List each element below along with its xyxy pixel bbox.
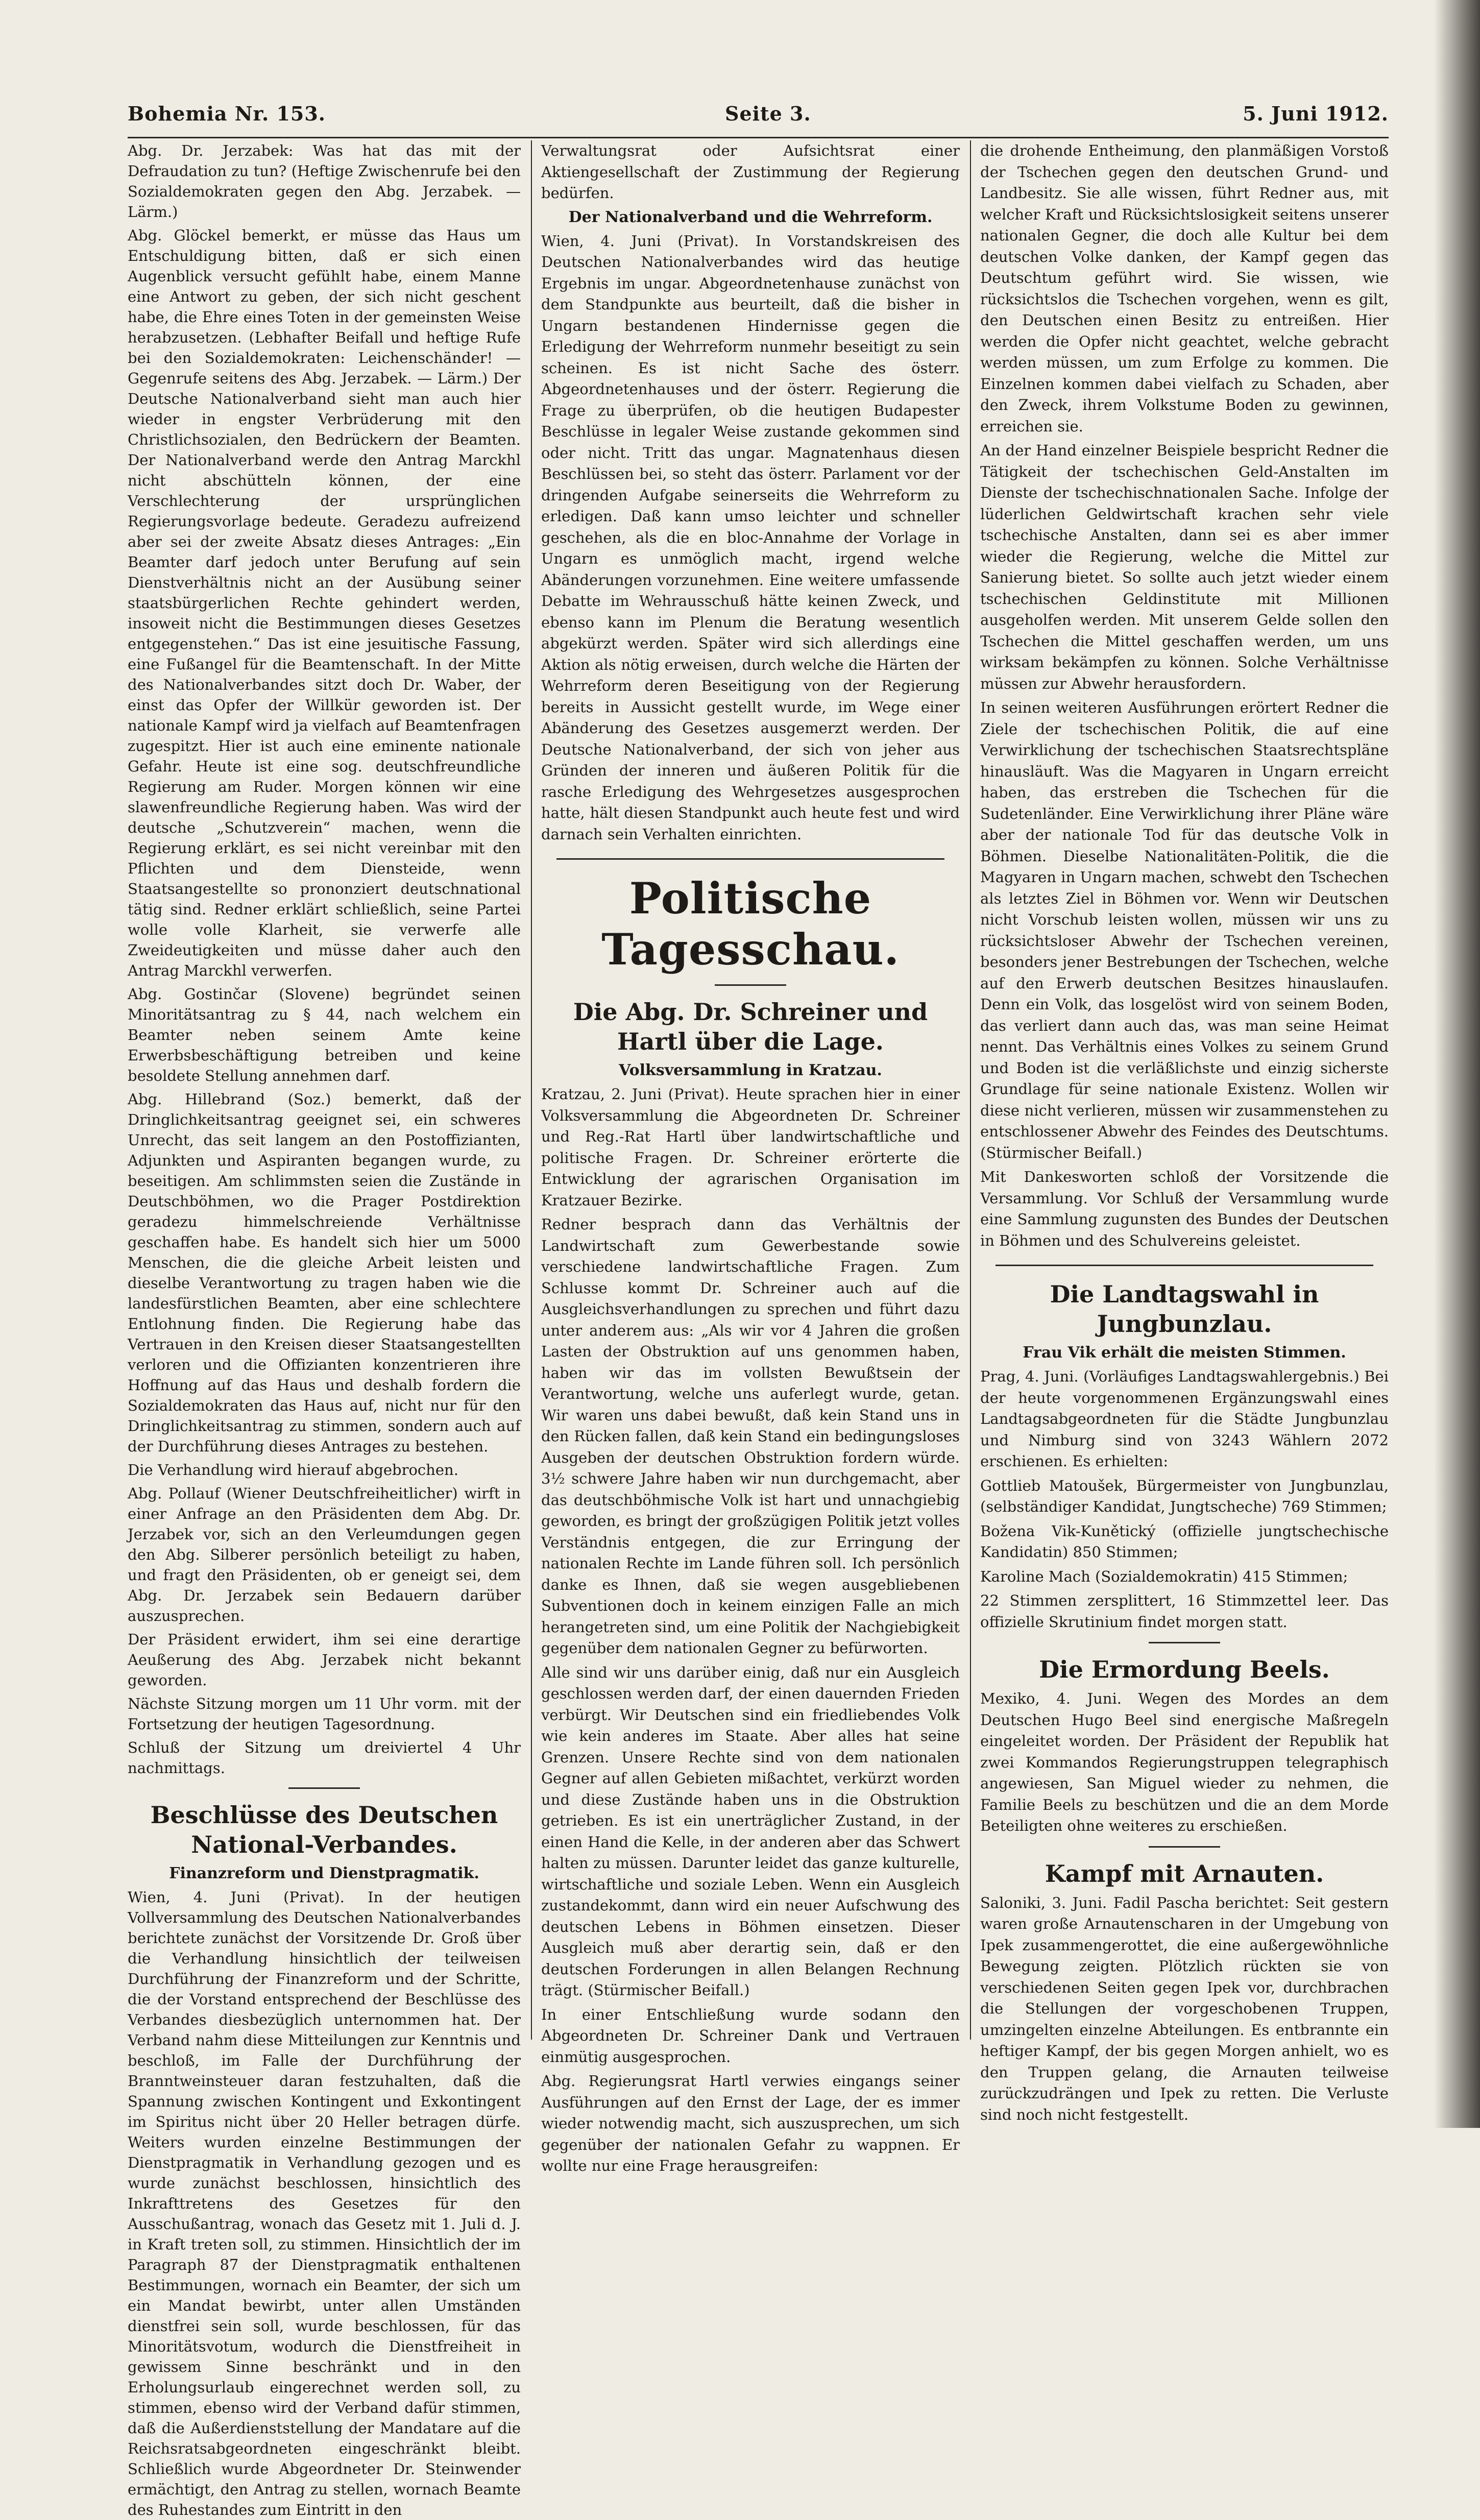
article-paragraph: Die Verhandlung wird hierauf abgebrochen. — [128, 1461, 458, 1479]
article-paragraph: Gottlieb Matoušek, Bürgermeister von Jungbunzlau, (selbständiger Kandidat, Jungtscheche) 769 Stimmen; — [980, 1476, 1389, 1515]
article-paragraph: Abg. Glöckel bemerkt, er müsse das Haus um Entschuldigung bitten, daß er sich einen Augenblick versucht gefühlt habe, einem Manne eine Antwort zu geben, der sich nicht geschent habe, die Ehre eines Toten in der gemeinsten Weise herabzusetzen. (Lebhafter Beifall und heftige Rufe bei den Sozialdemokraten: Leichenschänder! — Gegenrufe seitens des Abg. Jerzabek. — Lärm.) Der Deutsche Nationalverband sieht man auch hier wieder in engster Verbrüderung mit den Christlichsozialen, den Bedrückern der Beamten. Der Nationalverband werde den Antrag Marckhl nicht abschütteln können, der eine Verschlechterung der ursprünglichen Regierungsvorlage bedeute. Geradezu aufreizend aber sei der zweite Absatz dieses Antrages: „Ein Beamter darf jedoch unter Berufung auf sein Dienstverhältnis nicht an der Ausübung seiner staatsbürgerlichen Rechte gehindert werden, insoweit nicht die Bestimmungen dieses Gesetzes entgegenstehen.“ Das ist eine jesuitische Fassung, eine Fußangel für die Beamtenschaft. In der Mitte des Nationalverbandes sitzt doch Dr. Waber, der einst das Opfer der Willkür geworden ist. Der nationale Kampf wird ja vielfach auf Beamtenfragen zugespitzt. Hier ist auch eine eminente nationale Gefahr. Heute ist eine sog. deutschfreundliche Regierung am Ruder. Morgen können wir eine slawenfreundliche Regierung haben. Was wird der deutsche „Schutzverein“ machen, wenn die Regierung erklärt, es sei nicht vereinbar mit den Pflichten und dem Diensteide, wenn Staatsangestellte so prononziert deutschnational tätig sind. Redner erklärt schließlich, seine Partei wolle volle Klarheit, sie verwerfe alle Zweideutigkeiten und müsse daher auch den Antrag Marckhl verwerfen. — [128, 227, 521, 979]
separator — [715, 984, 786, 986]
article-paragraph: Saloniki, 3. Juni. Fadil Pascha berichtet: Seit gestern waren große Arnautenscharen in der Umgebung von Ipek zusammengerottet, die eine außergewöhnliche Bewegung zeigten. Plötzlich rückten sie von verschiedenen Seiten gegen Ipek vor, durchbrachen die Stellungen der vorgeschobenen Truppen, umzingelten einzelne Abteilungen. Es entbrannte ein heftiger Kampf, der bis gegen Morgen anhielt, wo es den Truppen gelang, die Arnauten teilweise zurückzudrängen und Ipek zu retten. Die Verluste sind noch nicht festgestellt. — [980, 1894, 1389, 2123]
article-paragraph: In einer Entschließung wurde sodann den Abgeordneten Dr. Schreiner Dank und Vertrauen einmütig ausgesprochen. — [541, 2005, 960, 2066]
header-page-number: Seite 3. — [725, 102, 811, 125]
column-2 — [541, 140, 960, 2174]
article-paragraph: Alle sind wir uns darüber einig, daß nur ein Ausgleich geschlossen werden darf, der einen dauernden Frieden verbürgt. Wir Deutschen sind ein friedliebendes Volk wie kein anderes im Staate. Aber alles hat seine Grenzen. Unsere Rechte sind von dem nationalen Gegner auf allen Gebieten mißachtet, verkürzt worden und diese Zustände haben uns in die Obstruktion getrieben. Es ist ein unerträglicher Zustand, in der einen Hand die Kelle, in der anderen aber das Schwert halten zu müssen. Darunter leidet das ganze kulturelle, wirtschaftliche und soziale Leben. Wenn ein Ausgleich zustandekommt, dann wird ein neuer Aufschwung des deutschen Lebens in Böhmen einsetzen. Dieser Ausgleich muß aber derartig sein, daß er den deutschen Forderungen in allen Belangen Rechnung trägt. (Stürmischer Beifall.) — [541, 1663, 960, 1999]
article-paragraph: Wien, 4. Juni (Privat). In der heutigen Vollversammlung des Deutschen Nationalverbandes berichtete zunächst der Vorsitzende Dr. Groß über die Verhandlung hinsichtlich der teilweisen Durchführung der Finanzreform und der Schritte, die der Vorstand entsprechend der Beschlüsse des Verbandes diesbezüglich unternommen hat. Der Verband nahm diese Mitteilungen zur Kenntnis und beschloß, im Falle der Durchführung der Branntweinsteuer daran festzuhalten, daß die Spannung zwischen Kontingent und Exkontingent im Spiritus nicht über 20 Heller betragen dürfe. Weiters wurden einzelne Bestimmungen der Dienstpragmatik in Verhandlung gezogen und es wurde zunächst beschlossen, hinsichtlich des Inkrafttretens des Gesetzes für den Ausschußantrag, wonach das Gesetz mit 1. Juli d. J. in Kraft treten soll, zu stimmen. Hinsichtlich der im Paragraph 87 der Dienstpragmatik enthaltenen Bestimmungen, wornach ein Beamter, der sich um ein Mandat bewirbt, unter allen Umständen dienstfrei sein soll, wurde beschlossen, für das Minoritätsvotum, wodurch die Dienstfreiheit in gewissem Sinne beschränkt und in den Erholungsurlaub eingerechnet werden soll, zu stimmen, ebenso wird der Verband dafür stimmen, daß die Außerdienststellung der Mandatare auf die Reichsratsabgeordneten eingeschränkt bleibt. Schließlich wurde Abgeordneter Dr. Steinwender ermächtigt, den Antrag zu stellen, wornach Beamte des Ruhestandes zum Eintritt in den — [128, 1888, 521, 2518]
header-rule — [128, 137, 1389, 138]
header-issue: Bohemia Nr. 153. — [128, 102, 326, 125]
article-subhead: Volksversammlung in Kratzau. — [619, 1061, 882, 1079]
article-subhead: Der Nationalverband und die Wehrreform. — [568, 208, 933, 226]
section-headline: Politische Tagesschau. — [601, 873, 900, 975]
article-paragraph: Kratzau, 2. Juni (Privat). Heute sprachen hier in einer Volksversammlung die Abgeordneten Dr. Schreiner und Reg.-Rat Hartl über landwirtschaftliche und politische Fragen. Dr. Schreiner erörterte die Entwicklung der agrarischen Organisation im Kratzauer Bezirke. — [541, 1085, 960, 1209]
article-paragraph: Schluß der Sitzung um dreiviertel 4 Uhr nachmittags. — [128, 1739, 521, 1777]
article-paragraph: Božena Vik-Kunětický (offizielle jungtschechische Kandidatin) 850 Stimmen; — [980, 1522, 1389, 1561]
page-header — [128, 102, 1389, 133]
article-paragraph: Verwaltungsrat oder Aufsichtsrat einer Aktiengesellschaft der Zustimmung der Regierung bedürfen. — [541, 142, 960, 202]
column-divider — [970, 140, 971, 2040]
article-headline: Kampf mit Arnauten. — [1045, 1859, 1324, 1887]
separator — [1149, 1846, 1220, 1848]
article-paragraph: Redner besprach dann das Verhältnis der Landwirtschaft zum Gewerbestande sowie verschiedene landwirtschaftliche Fragen. Zum Schlusse kommt Dr. Schreiner auch auf die Ausgleichsverhandlungen zu sprechen und führt dazu unter anderem aus: „Als wir vor 4 Jahren die großen Lasten der Obstruktion auf uns genommen haben, haben wir das im vollsten Bewußtsein der Verantwortung, welche uns auferlegt wurde, getan. Wir waren uns dabei bewußt, daß kein Stand uns in den Rücken fallen, daß kein Stand ein bedingungsloses Ausgeben der deutschen Obstruktion fordern würde. 3½ schwere Jahre haben wir nun durchgemacht, aber das deutschböhmische Volk ist hart und unnachgiebig geworden, es bringt der großzügigen Politik jetzt volles Verständnis entgegen, die zur Erringung der nationalen Rechte im Lande führen soll. Ich persönlich danke es Ihnen, daß sie wegen ausgebliebenen Subventionen doch in keinem einzigen Falle an mich herangetreten sind, um eine Politik der Nachgiebigkeit gegenüber dem nationalen Gegner zu befürworten. — [541, 1216, 960, 1657]
article-paragraph: Wien, 4. Juni (Privat). In Vorstandskreisen des Deutschen Nationalverbandes wird das heutige Ergebnis im ungar. Abgeordnetenhause zunächst von dem Standpunkte aus beurteilt, daß die bisher in Ungarn bestandenen Hindernisse gegen die Erledigung der Wehrreform nunmehr beseitigt zu sein scheinen. Es ist nicht Sache des österr. Abgeordnetenhauses und der österr. Regierung die Frage zu überprüfen, ob die heutigen Budapester Beschlüsse in legaler Weise zustande gekommen sind oder nicht. Tritt das ungar. Magnatenhaus diesen Beschlüssen bei, so steht das österr. Parlament vor der dringenden Aufgabe seinerseits die Wehrreform zu erledigen. Daß kann umso leichter und schneller geschehen, als die en bloc-Annahme der Vorlage in Ungarn es unmöglich macht, irgend welche Abänderungen vorzunehmen. Eine weitere umfassende Debatte im Wehrausschuß hätte keinen Zweck, und ebenso kann im Plenum die Beratung wesentlich abgekürzt werden. Später wird sich allerdings eine Aktion als nötig erweisen, durch welche die Härten der Wehrreform deren Beseitigung von der Regierung bereits in Aussicht gestellt wurde, im Wege einer Abänderung des Gesetzes ausgemerzt werden. Der Deutsche Nationalverband, der sich von jeher aus Gründen der inneren und äußeren Politik für die rasche Erledigung des Wehrgesetzes ausgesprochen hatte, hält diesen Standpunkt auch heute fest und wird darnach sein Verhalten einrichten. — [541, 232, 960, 843]
article-paragraph: In seinen weiteren Ausführungen erörtert Redner die Ziele der tschechischen Politik, die auf eine Verwirklichung der tschechischen Staatsrechtspläne hinausläuft. Was die Magyaren in Ungarn erreicht haben, das erstreben die Tschechen für die Sudetenländer. Eine Verwirklichung ihrer Pläne wäre aber der nationale Tod für das deutsche Volk in Böhmen. Dieselbe Nationalitäten-Politik, die die Magyaren in Ungarn machen, schwebt den Tschechen als letztes Ziel in Böhmen vor. Wenn wir Deutschen nicht Vorschub leisten wollen, müssen wir uns zu rücksichtsloser Abwehr der Tschechen vereinen, besonders jener Bestrebungen der Tschechen, welche auf den Erwerb deutschen Besitzes hinauslaufen. Denn ein Volk, das losgelöst wird von seinem Boden, das verliert dann auch das, was man seine Heimat nennt. Das Verhältnis eines Volkes zu seinem Grund und Boden ist die verläßlichste und einzig sicherste Grundlage für seine nationale Existenz. Wollen wir diese nicht verlieren, müssen wir zusammenstehen zu entschlossener Abwehr des Feindes des Deutschtums. (Stürmischer Beifall.) — [980, 699, 1389, 1161]
header-date: 5. Juni 1912. — [1243, 102, 1389, 125]
article-paragraph: Nächste Sitzung morgen um 11 Uhr vorm. mit der Fortsetzung der heutigen Tagesordnung. — [128, 1695, 521, 1733]
article-headline: Die Ermordung Beels. — [1039, 1656, 1330, 1683]
article-paragraph: Der Präsident erwidert, ihm sei eine derartige Aeußerung des Abg. Jerzabek nicht bekannt geworden. — [128, 1631, 521, 1689]
article-paragraph: Mit Dankesworten schloß der Vorsitzende die Versammlung. Vor Schluß der Versammlung wurde eine Sammlung zugunsten des Bundes der Deutschen in Böhmen und des Schulvereins geleistet. — [980, 1168, 1389, 1249]
article-subhead: Finanzreform und Dienstpragmatik. — [169, 1864, 479, 1882]
article-paragraph: Abg. Hillebrand (Soz.) bemerkt, daß der Dringlichkeitsantrag geeignet sei, ein schweres Unrecht, das seit langem an den Postoffizianten, Adjunkten und Aspiranten begangen wurde, zu beseitigen. Am schlimmsten seien die Zustände in Deutschböhmen, wo die Prager Postdirektion geradezu himmelschreiende Verhältnisse geschaffen habe. Es handelt sich hier um 5000 Menschen, die die gleiche Arbeit leisten und dieselbe Verantwortung zu tragen haben wie die landesfürstlichen Beamten, aber eine schlechtere Entlohnung finden. Die Regierung habe das Vertrauen in den Kreisen dieser Staatsangestellten verloren und die Offizianten konzentrieren ihre Hoffnung auf das Haus und deshalb fordern die Sozialdemokraten das Haus auf, nicht nur für den Dringlichkeitsantrag zu stimmen, sondern auch auf der Durchführung dieses Antrages zu bestehen. — [128, 1091, 521, 1455]
separator — [996, 1265, 1373, 1266]
article-paragraph: 22 Stimmen zersplittert, 16 Stimmzettel leer. Das offizielle Skrutinium findet morgen statt. — [980, 1592, 1389, 1631]
article-headline: Die Landtagswahl in Jungbunzlau. — [1050, 1280, 1319, 1338]
article-paragraph: die drohende Entheimung, den planmäßigen Vorstoß der Tschechen gegen den deutschen Grund- und Landbesitz. Sie alle wissen, führt Redner aus, mit welcher Kraft und Rücksichtslosigkeit seitens unserer nationalen Gegner, die doch alle Kultur bei dem deutschen Volke danken, der Kampf gegen das Deutschtum geführt wird. Sie wissen, wie rücksichtslos die Tschechen vorgehen, wenn es gilt, den Deutschen einen Besitz zu entreißen. Hier werden die Opfer nicht geachtet, welche gebracht werden müssen, um zum Erfolge zu kommen. Die Einzelnen kommen dabei vielfach zu Schaden, aber den Zweck, ihrem Volkstume Boden zu gewinnen, erreichen sie. — [980, 142, 1389, 435]
separator — [1149, 1642, 1220, 1643]
article-paragraph: An der Hand einzelner Beispiele bespricht Redner die Tätigkeit der tschechischen Geld-Anstalten im Dienste der tschechischnationalen Sache. Infolge der lüderlichen Geldwirtschaft krachen sehr viele tschechische Anstalten, dann sei es aber immer wieder die Regierung, welche die Mittel zur Sanierung bietet. So sollte auch jetzt wieder einem tschechischen Geldinstitute mit Millionen ausgeholfen werden. Mit unserem Gelde sollen den Tschechen die Mittel geschaffen werden, um uns wirksam bekämpfen zu können. Solche Verhältnisse müssen zur Abwehr herausfordern. — [980, 442, 1389, 692]
article-paragraph: Mexiko, 4. Juni. Wegen des Mordes an dem Deutschen Hugo Beel sind energische Maßregeln eingeleitet worden. Der Präsident der Republik hat zwei Kommandos Regierungstruppen telegraphisch angewiesen, San Miguel wieder zu nehmen, die Familie Beels zu beschützen und die an dem Morde Beteiligten ohne weiteres zu erschießen. — [980, 1690, 1389, 1834]
article-headline: Beschlüsse des Deutschen National-Verbandes. — [150, 1801, 498, 1858]
article-headline: Die Abg. Dr. Schreiner und Hartl über die Lage. — [573, 998, 928, 1055]
column-1 — [128, 140, 521, 2518]
article-paragraph: Prag, 4. Juni. (Vorläufiges Landtagswahlergebnis.) Bei der heute vorgenommenen Ergänzungswahl eines Landtagsabgeordneten für die Städte Jungbunzlau und Nimburg sind von 3243 Wählern 2072 erschienen. Es erhielten: — [980, 1368, 1389, 1470]
separator — [288, 1787, 360, 1789]
article-paragraph: Karoline Mach (Sozialdemokratin) 415 Stimmen; — [980, 1567, 1348, 1585]
article-subhead: Frau Vik erhält die meisten Stimmen. — [1023, 1344, 1346, 1362]
article-paragraph: Abg. Dr. Jerzabek: Was hat das mit der Defraudation zu tun? (Heftige Zwischenrufe bei den Sozialdemokraten gegen den Abg. Jerzabek. — Lärm.) — [128, 142, 521, 221]
article-paragraph: Abg. Pollauf (Wiener Deutschfreiheitlicher) wirft in einer Anfrage an den Präsidenten dem Abg. Dr. Jerzabek vor, sich an den Verleumdungen gegen den Abg. Silberer persönlich beteiligt zu haben, und fragt den Präsidenten, ob er geneigt sei, dem Abg. Dr. Jerzabek sein Bedauern darüber auszusprechen. — [128, 1485, 521, 1625]
separator — [556, 858, 944, 860]
article-paragraph: Abg. Gostinčar (Slovene) begründet seinen Minoritätsantrag zu § 44, nach welchem ein Beamter neben seinem Amte keine Erwerbsbeschäftigung betreiben und keine besoldete Stellung annehmen darf. — [128, 985, 521, 1084]
column-3 — [980, 140, 1389, 2123]
column-divider — [531, 140, 532, 2040]
article-paragraph: Abg. Regierungsrat Hartl verwies eingangs seiner Ausführungen auf den Ernst der Lage, der es immer wieder notwendig macht, sich auszusprechen, um sich gegenüber der nationalen Gefahr zu wappnen. Er wollte nur eine Frage herausgreifen: — [541, 2072, 960, 2174]
